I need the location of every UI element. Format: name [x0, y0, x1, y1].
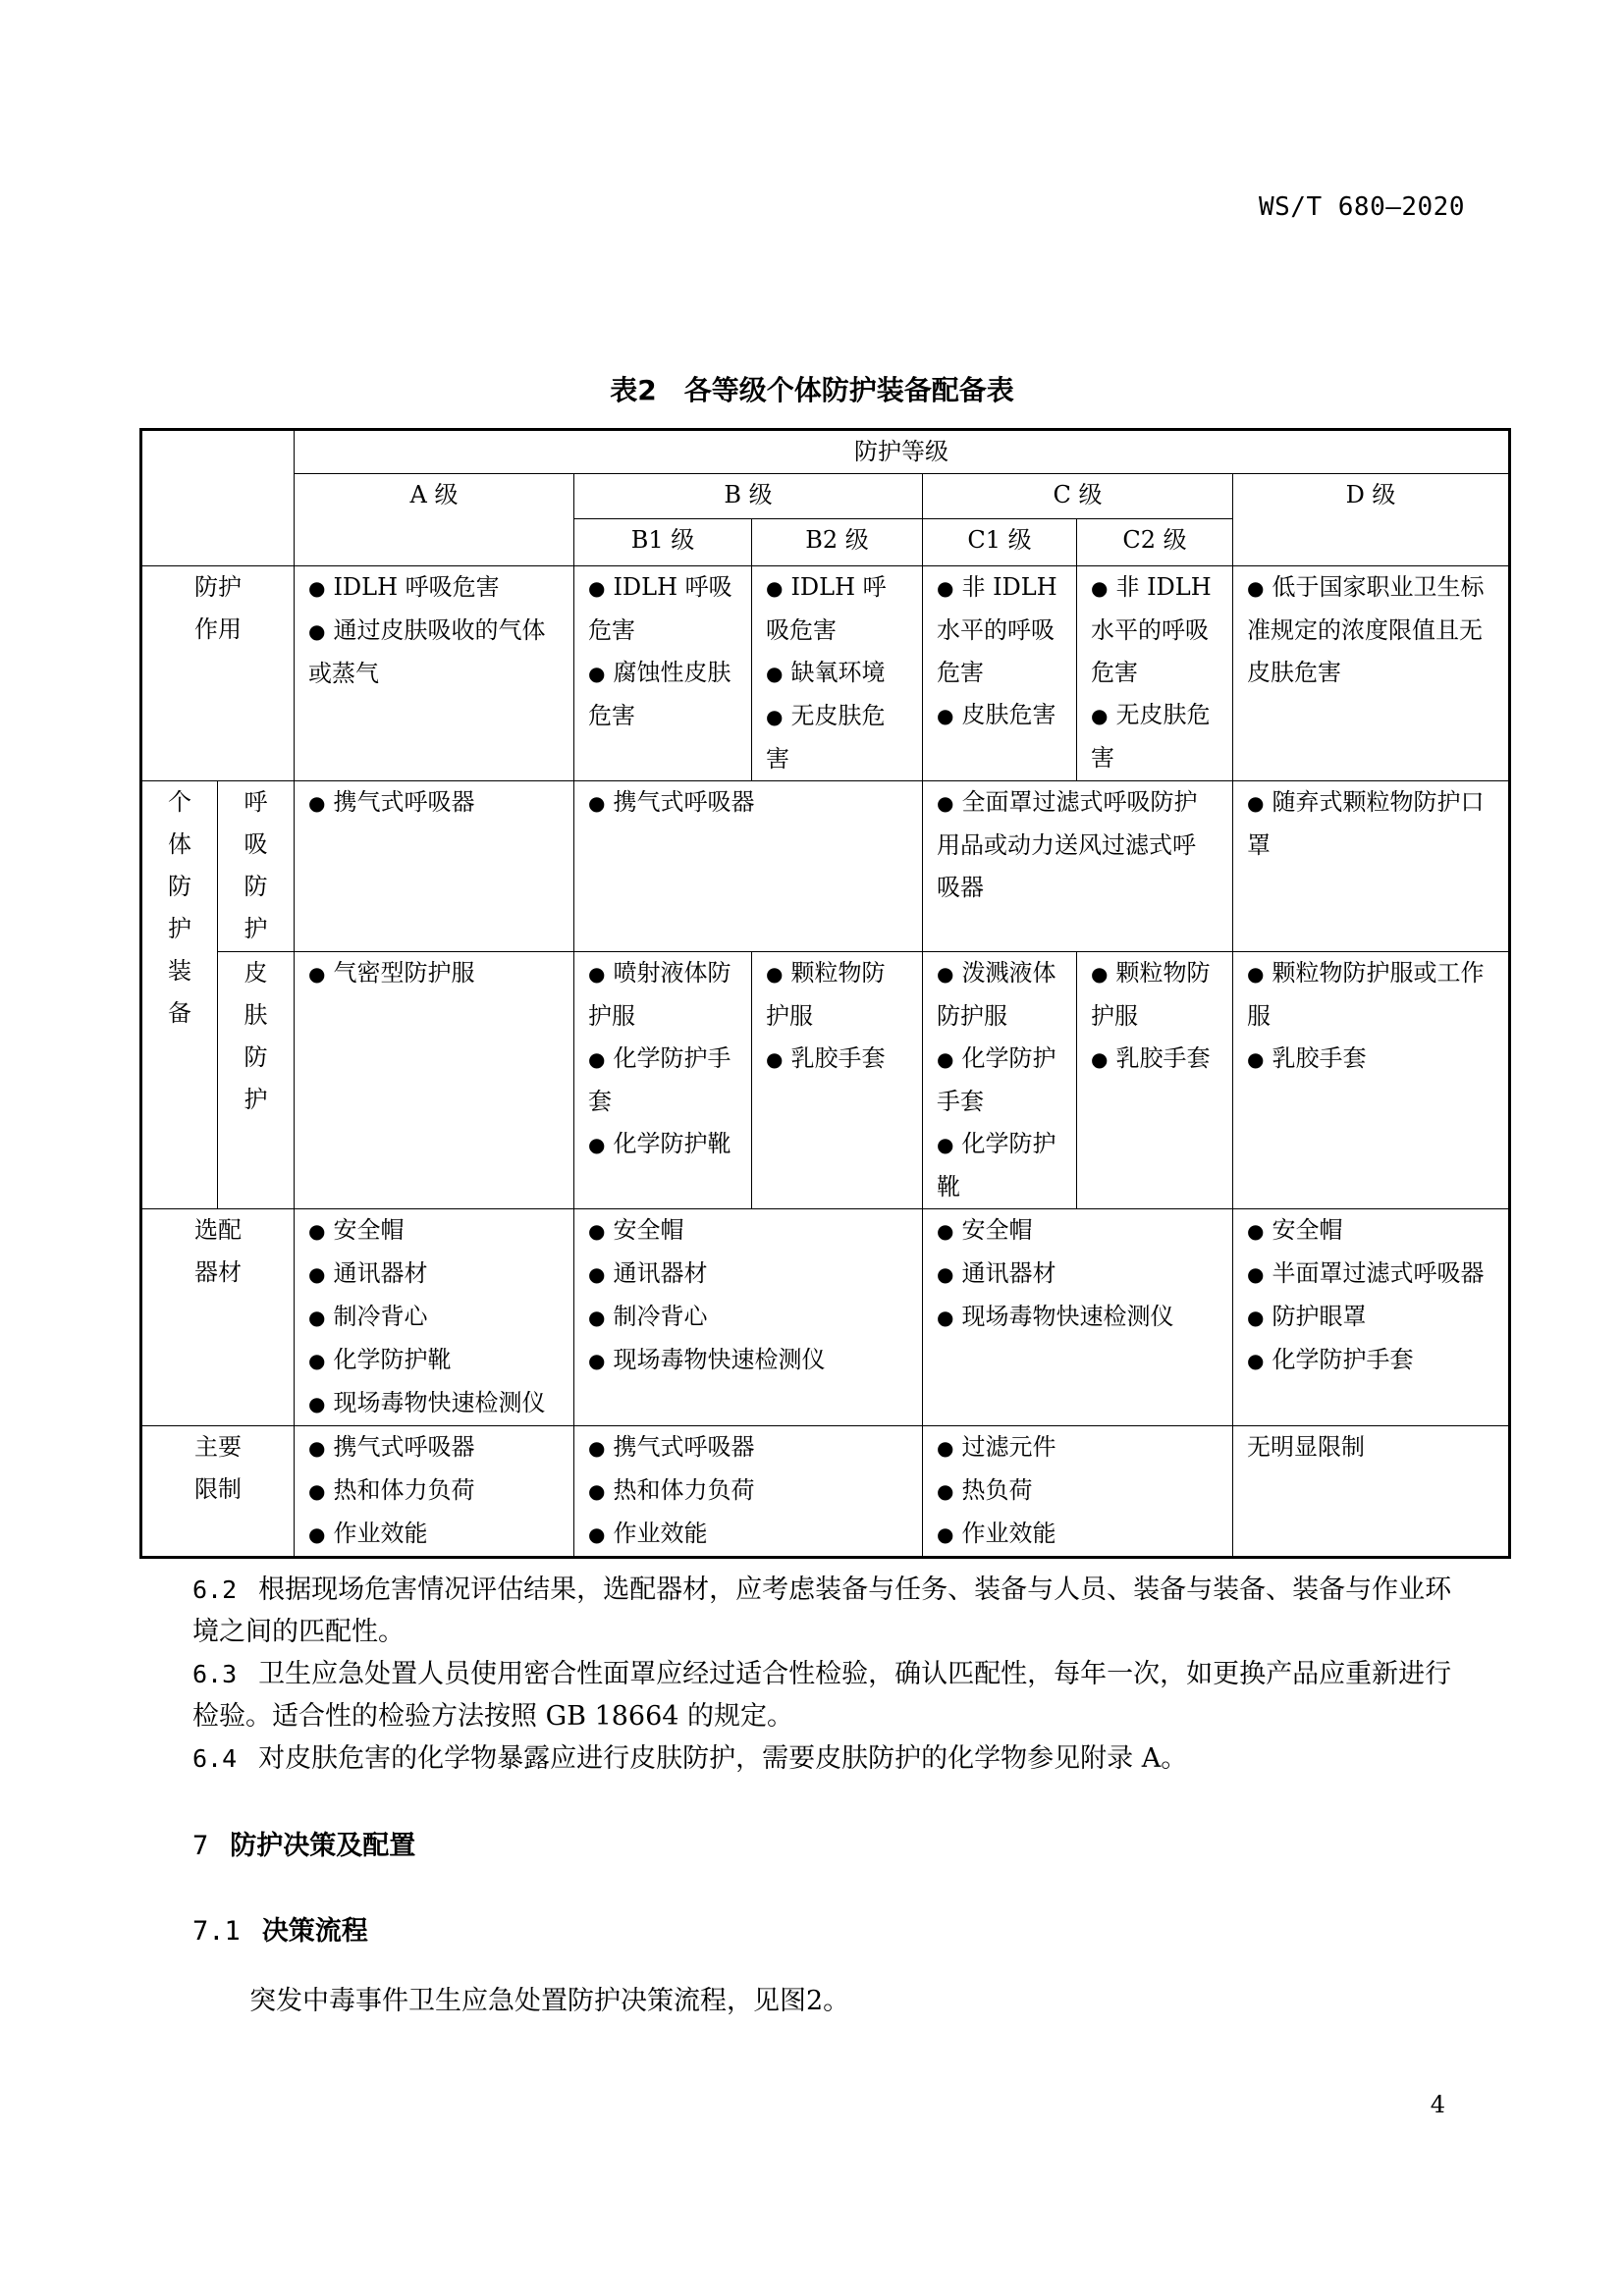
- bullet-text: 热负荷: [961, 1476, 1033, 1504]
- bullet-text: 化学防护靴: [613, 1130, 731, 1157]
- limits-d: 无明显限制: [1233, 1426, 1510, 1558]
- bullet-text: 乳胶手套: [1115, 1044, 1211, 1072]
- bullet-text: 安全帽: [961, 1216, 1033, 1244]
- bullet-icon: ●: [308, 1392, 326, 1415]
- bullet-icon: ●: [937, 1262, 954, 1286]
- bullet-item: [1247, 1296, 1494, 1339]
- function-c2: [1077, 566, 1233, 781]
- bullet-item: [937, 566, 1062, 694]
- optional-a: [295, 1209, 574, 1426]
- bullet-text: 现场毒物快速检测仪: [961, 1303, 1174, 1330]
- bullet-text: 无皮肤危害: [1091, 701, 1211, 772]
- bullet-item: [308, 1296, 560, 1339]
- bullet-item: [588, 1339, 908, 1382]
- bullet-text: 通讯器材: [961, 1259, 1056, 1287]
- bullet-icon: ●: [308, 1306, 326, 1329]
- level-b2-header: B2 级: [752, 519, 923, 566]
- bullet-item: [308, 952, 560, 995]
- limits-b: [574, 1426, 923, 1558]
- bullet-icon: ●: [937, 1219, 954, 1243]
- bullet-text: 作业效能: [961, 1520, 1056, 1547]
- bullet-icon: ●: [766, 576, 784, 600]
- bullet-text: 半面罩过滤式呼吸器: [1272, 1259, 1485, 1287]
- bullet-text: 安全帽: [1272, 1216, 1343, 1244]
- optional-b: [574, 1209, 923, 1426]
- bullet-item: [588, 652, 737, 737]
- bullet-item: [588, 952, 737, 1038]
- bullet-text: 颗粒物防护服: [766, 959, 886, 1030]
- bullet-item: [308, 781, 560, 825]
- bullet-text: 非 IDLH 水平的呼吸危害: [1091, 573, 1212, 686]
- bullet-icon: ●: [1247, 1047, 1265, 1071]
- bullet-text: 作业效能: [613, 1520, 708, 1547]
- bullet-icon: ●: [588, 962, 606, 986]
- level-a-header: A 级: [295, 474, 574, 566]
- bullet-icon: ●: [766, 705, 784, 728]
- bullet-text: IDLH 呼吸危害: [333, 573, 500, 601]
- bullet-icon: ●: [588, 1436, 606, 1460]
- bullet-icon: ●: [588, 1133, 606, 1156]
- bullet-text: 安全帽: [333, 1216, 405, 1244]
- bullet-text: 通讯器材: [333, 1259, 428, 1287]
- paragraph-text: 卫生应急处置人员使用密合性面罩应经过适合性检验，确认匹配性，每年一次，如更换产品应重新进行检验。适合性的检验方法按照 GB 18664 的规定。: [192, 1659, 1452, 1732]
- bullet-text: 过滤元件: [961, 1433, 1056, 1461]
- bullet-text: 皮肤危害: [961, 701, 1056, 728]
- bullet-item: [766, 1038, 908, 1081]
- function-d: [1233, 566, 1510, 781]
- paragraph-number: 6.3: [192, 1660, 238, 1688]
- bullet-icon: ●: [1247, 791, 1265, 815]
- optional-d: [1233, 1209, 1510, 1426]
- table-title: 表2 各等级个体防护装备配备表: [610, 374, 1014, 406]
- bullet-text: IDLH 呼吸危害: [588, 573, 732, 644]
- bullet-item: [1247, 566, 1494, 694]
- bullet-icon: ●: [1247, 1349, 1265, 1372]
- bullet-text: 携气式呼吸器: [333, 1433, 475, 1461]
- bullet-icon: ●: [766, 662, 784, 685]
- bullet-text: 热和体力负荷: [333, 1476, 475, 1504]
- bullet-text: 气密型防护服: [333, 959, 475, 987]
- bullet-text: 腐蚀性皮肤危害: [588, 659, 731, 729]
- bullet-text: 现场毒物快速检测仪: [333, 1389, 546, 1416]
- bullet-text: 通过皮肤吸收的气体或蒸气: [308, 616, 546, 687]
- bullet-icon: ●: [308, 791, 326, 815]
- skin-c2: [1077, 952, 1233, 1209]
- respiratory-b: [574, 781, 923, 952]
- bullet-icon: ●: [308, 1479, 326, 1503]
- bullet-text: 化学防护手套: [937, 1044, 1056, 1115]
- bullet-item: [308, 1469, 560, 1513]
- optional-c: [923, 1209, 1233, 1426]
- level-d-header: D 级: [1233, 474, 1510, 566]
- bullet-icon: ●: [937, 1436, 954, 1460]
- bullet-icon: ●: [308, 576, 326, 600]
- bullet-text: 喷射液体防护服: [588, 959, 731, 1030]
- bullet-text: 现场毒物快速检测仪: [613, 1346, 826, 1373]
- bullet-item: [937, 952, 1062, 1038]
- bullet-icon: ●: [588, 1219, 606, 1243]
- bullet-item: [308, 1339, 560, 1382]
- bullet-item: [588, 1038, 737, 1123]
- bullet-icon: ●: [588, 662, 606, 685]
- bullet-icon: ●: [308, 1262, 326, 1286]
- bullet-item: [308, 1426, 560, 1469]
- bullet-icon: ●: [937, 962, 954, 986]
- bullet-icon: ●: [588, 791, 606, 815]
- level-c2-header: C2 级: [1077, 519, 1233, 566]
- function-c1: [923, 566, 1077, 781]
- bullet-item: [766, 952, 908, 1038]
- bullet-text: 携气式呼吸器: [613, 788, 755, 816]
- respiratory-c: [923, 781, 1233, 952]
- bullet-item: [937, 1469, 1218, 1513]
- bullet-icon: ●: [937, 1522, 954, 1546]
- bullet-item: [937, 1253, 1218, 1296]
- bullet-item: [1247, 952, 1494, 1038]
- row-label-skin: 皮 肤 防 护: [218, 952, 295, 1209]
- skin-b2: [752, 952, 923, 1209]
- bullet-item: [1247, 1339, 1494, 1382]
- bullet-item: [937, 1123, 1062, 1208]
- bullet-icon: ●: [1247, 962, 1265, 986]
- row-label-limits: 主要 限制: [141, 1426, 295, 1558]
- bullet-item: [937, 1513, 1218, 1556]
- bullet-text: 全面罩过滤式呼吸防护用品或动力送风过滤式呼吸器: [937, 788, 1198, 901]
- bullet-icon: ●: [308, 1219, 326, 1243]
- function-b1: [574, 566, 752, 781]
- respiratory-d: [1233, 781, 1510, 952]
- bullet-text: 制冷背心: [613, 1303, 708, 1330]
- bullet-icon: ●: [308, 619, 326, 643]
- row-label-ppe: 个 体 防 护 装 备: [141, 781, 218, 1209]
- paragraph-number: 6.2: [192, 1575, 238, 1604]
- document-code: WS/T 680—2020: [1259, 192, 1465, 222]
- skin-c1: [923, 952, 1077, 1209]
- bullet-icon: ●: [588, 1479, 606, 1503]
- bullet-text: 防护眼罩: [1272, 1303, 1367, 1330]
- level-c1-header: C1 级: [923, 519, 1077, 566]
- bullet-item: [588, 1426, 908, 1469]
- bullet-item: [588, 1296, 908, 1339]
- paragraph-6-3: [192, 1653, 1469, 1737]
- bullet-item: [766, 695, 908, 780]
- bullet-text: 化学防护手套: [588, 1044, 731, 1115]
- bullet-text: 热和体力负荷: [613, 1476, 755, 1504]
- paragraph-number: 6.4: [192, 1744, 238, 1773]
- bullet-icon: ●: [308, 1349, 326, 1372]
- bullet-item: [937, 1426, 1218, 1469]
- bullet-item: [937, 1209, 1218, 1253]
- level-c-header: C 级: [923, 474, 1233, 519]
- bullet-text: 乳胶手套: [1272, 1044, 1367, 1072]
- bullet-text: 携气式呼吸器: [613, 1433, 755, 1461]
- bullet-item: [588, 566, 737, 652]
- bullet-item: [308, 1209, 560, 1253]
- paragraph-6-2: [192, 1569, 1469, 1653]
- bullet-item: [588, 1469, 908, 1513]
- bullet-icon: ●: [588, 1262, 606, 1286]
- bullet-text: 无皮肤危害: [766, 702, 886, 773]
- bullet-icon: ●: [937, 576, 954, 600]
- limits-a: [295, 1426, 574, 1558]
- ppe-table: [139, 428, 1511, 1559]
- bullet-text: 非 IDLH 水平的呼吸危害: [937, 573, 1057, 686]
- bullet-item: [1247, 1253, 1494, 1296]
- bullet-icon: ●: [937, 704, 954, 727]
- limits-c: [923, 1426, 1233, 1558]
- page-number: 4: [1430, 2091, 1445, 2118]
- bullet-text: 通讯器材: [613, 1259, 708, 1287]
- bullet-item: [588, 1123, 737, 1166]
- skin-b1: [574, 952, 752, 1209]
- level-b1-header: B1 级: [574, 519, 752, 566]
- bullet-text: 泼溅液体防护服: [937, 959, 1056, 1030]
- bullet-item: [308, 1253, 560, 1296]
- bullet-item: [588, 1253, 908, 1296]
- bullet-icon: ●: [1091, 1047, 1109, 1071]
- bullet-text: 化学防护靴: [333, 1346, 452, 1373]
- bullet-text: 化学防护靴: [937, 1130, 1056, 1201]
- bullet-icon: ●: [588, 1306, 606, 1329]
- bullet-text: 作业效能: [333, 1520, 428, 1547]
- bullet-icon: ●: [588, 1047, 606, 1071]
- bullet-icon: ●: [1091, 962, 1109, 986]
- bullet-item: [1091, 952, 1218, 1038]
- bullet-item: [1247, 781, 1494, 867]
- bullet-item: [588, 1513, 908, 1556]
- paragraph-6-4: [192, 1737, 1469, 1780]
- bullet-item: [1247, 1209, 1494, 1253]
- bullet-text: 颗粒物防护服: [1091, 959, 1211, 1030]
- paragraph-text: 根据现场危害情况评估结果，选配器材，应考虑装备与任务、装备与人员、装备与装备、装备与作业环境之间的匹配性。: [192, 1575, 1452, 1647]
- bullet-icon: ●: [588, 1522, 606, 1546]
- bullet-item: [1091, 694, 1218, 779]
- respiratory-a: [295, 781, 574, 952]
- bullet-icon: ●: [1247, 1306, 1265, 1329]
- bullet-text: 化学防护手套: [1272, 1346, 1414, 1373]
- bullet-icon: ●: [588, 1349, 606, 1372]
- bullet-icon: ●: [1247, 1219, 1265, 1243]
- bullet-item: [588, 1209, 908, 1253]
- bullet-text: 携气式呼吸器: [333, 788, 475, 816]
- bullet-item: [766, 566, 908, 652]
- bullet-text: 乳胶手套: [790, 1044, 886, 1072]
- section-7-1-heading: 7.1 决策流程: [192, 1916, 368, 1947]
- bullet-icon: ●: [766, 962, 784, 986]
- section-7-heading: 7 防护决策及配置: [192, 1831, 416, 1861]
- bullet-icon: ●: [937, 1047, 954, 1071]
- bullet-icon: ●: [937, 1306, 954, 1329]
- bullet-text: IDLH 呼吸危害: [766, 573, 887, 644]
- level-b-header: B 级: [574, 474, 923, 519]
- bullet-icon: ●: [937, 791, 954, 815]
- bullet-text: 随弃式颗粒物防护口罩: [1247, 788, 1485, 859]
- bullet-item: [1247, 1038, 1494, 1081]
- bullet-item: [308, 566, 560, 610]
- row-label-respiratory: 呼 吸 防 护: [218, 781, 295, 952]
- skin-d: [1233, 952, 1510, 1209]
- level-header: 防护等级: [295, 430, 1510, 474]
- bullet-text: 缺氧环境: [790, 659, 886, 686]
- bullet-icon: ●: [1091, 704, 1109, 727]
- bullet-item: [1091, 566, 1218, 694]
- bullet-item: [766, 652, 908, 695]
- bullet-icon: ●: [308, 1436, 326, 1460]
- bullet-icon: ●: [308, 1522, 326, 1546]
- bullet-icon: ●: [1247, 576, 1265, 600]
- skin-a: [295, 952, 574, 1209]
- function-a: [295, 566, 574, 781]
- bullet-item: [937, 1296, 1218, 1339]
- bullet-item: [937, 694, 1062, 737]
- row-label-function: 防护 作用: [141, 566, 295, 781]
- bullet-item: [937, 1038, 1062, 1123]
- bullet-item: [308, 1513, 560, 1556]
- corner-cell: [141, 430, 295, 566]
- bullet-item: [1091, 1038, 1218, 1081]
- bullet-item: [937, 781, 1218, 909]
- bullet-text: 制冷背心: [333, 1303, 428, 1330]
- bullet-icon: ●: [937, 1479, 954, 1503]
- bullet-text: 安全帽: [613, 1216, 684, 1244]
- bullet-icon: ●: [588, 576, 606, 600]
- body-text: 突发中毒事件卫生应急处置防护决策流程，见图2。: [249, 1986, 850, 2016]
- bullet-icon: ●: [937, 1133, 954, 1156]
- function-b2: [752, 566, 923, 781]
- bullet-icon: ●: [766, 1047, 784, 1071]
- bullet-item: [588, 781, 908, 825]
- bullet-icon: ●: [308, 962, 326, 986]
- bullet-text: 低于国家职业卫生标准规定的浓度限值且无皮肤危害: [1247, 573, 1485, 686]
- bullet-item: [308, 610, 560, 695]
- row-label-optional: 选配 器材: [141, 1209, 295, 1426]
- bullet-icon: ●: [1091, 576, 1109, 600]
- bullet-text: 颗粒物防护服或工作服: [1247, 959, 1485, 1030]
- bullet-icon: ●: [1247, 1262, 1265, 1286]
- paragraph-text: 对皮肤危害的化学物暴露应进行皮肤防护，需要皮肤防护的化学物参见附录 A。: [258, 1743, 1188, 1774]
- bullet-item: [308, 1382, 560, 1425]
